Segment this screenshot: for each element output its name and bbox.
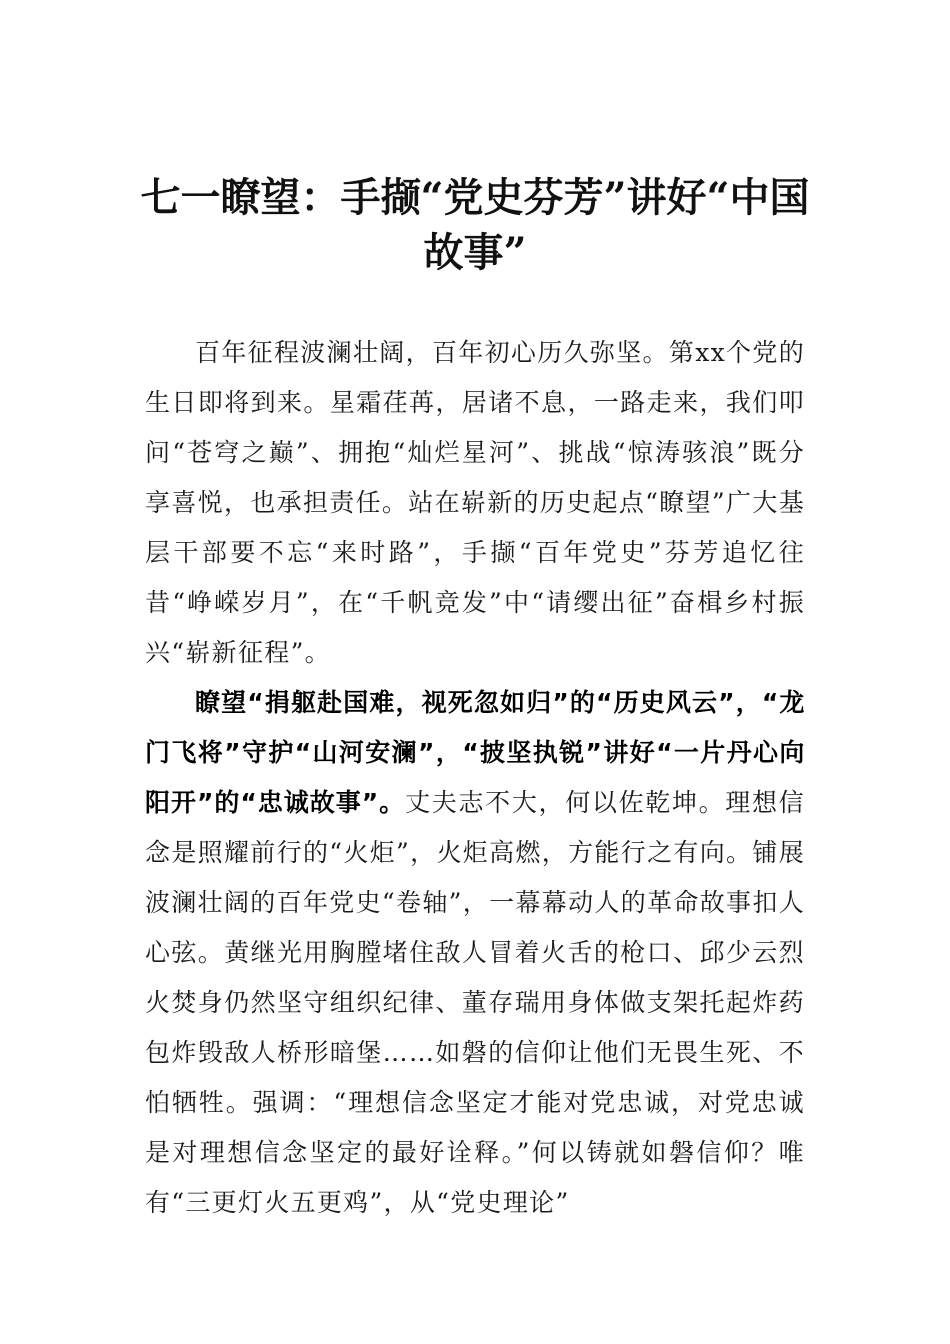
- paragraph-2-lead: 瞭望“捐躯赴国难，视死忽如归”的“历史风云”，“龙门飞将”守护“山河安澜”，“披坚执锐”讲好“一片丹心向阳开”的“忠诚故事”。: [145, 688, 805, 817]
- paragraph-1: 百年征程波澜壮阔，百年初心历久弥坚。第xx个党的生日即将到来。星霜荏苒，居诸不息，一路走来，我们叩问“苍穹之巅”、拥抱“灿烂星河”、挑战“惊涛骇浪”既分享喜悦，也承担责任。站在崭新的历史起点“瞭望”广大基层干部要不忘“来时路”，手撷“百年党史”芬芳追忆往昔“峥嵘岁月”，在“千帆竞发”中“请缨出征”奋楫乡村振兴“崭新征程”。: [145, 338, 805, 667]
- paragraph-2: [145, 678, 805, 1228]
- paragraph-2-body: 丈夫志不大，何以佐乾坤。理想信念是照耀前行的“火炬”，火炬高燃，方能行之有向。铺展波澜壮阔的百年党史“卷轴”，一幕幕动人的革命故事扣人心弦。黄继光用胸膛堵住敌人冒着火舌的枪口、邱少云烈火焚身仍然坚守组织纪律、董存瑞用身体做支架托起炸药包炸毁敌人桥形暗堡……如磐的信仰让他们无畏生死、不怕牺牲。强调：“理想信念坚定才能对党忠诚，对党忠诚是对理想信念坚定的最好诠释。”何以铸就如磐信仰？唯有“三更灯火五更鸡”，从“党史理论”: [145, 788, 805, 1217]
- document-body: [145, 328, 805, 1228]
- document-title: 七一瞭望：手撷“党史芬芳”讲好“中国故事”: [140, 174, 810, 276]
